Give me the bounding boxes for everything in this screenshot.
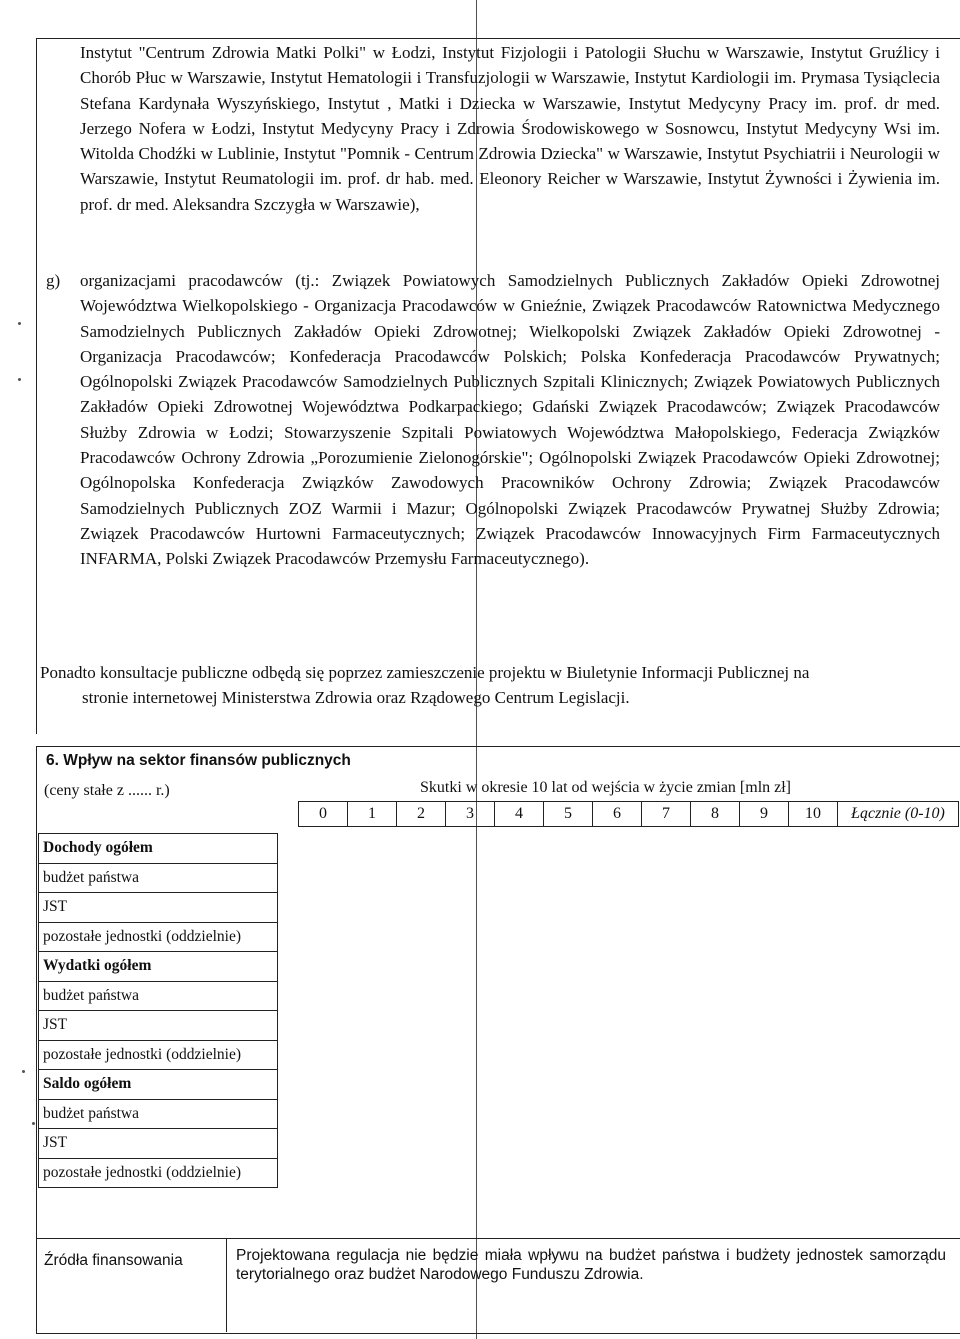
row-label: JST <box>39 893 278 923</box>
row-label: JST <box>39 1129 278 1159</box>
row-label: pozostałe jednostki (oddzielnie) <box>39 1158 278 1188</box>
year-cell: 10 <box>789 802 838 827</box>
consultations-line-2: stronie internetowej Ministerstwa Zdrowia oraz Rządowego Centrum Legislacji. <box>82 688 630 708</box>
row-label: pozostałe jednostki (oddzielnie) <box>39 922 278 952</box>
row-label: Dochody ogółem <box>39 834 278 864</box>
years-row <box>299 802 959 827</box>
table-row <box>39 922 278 952</box>
table-row <box>39 981 278 1011</box>
table-row <box>39 1070 278 1100</box>
row-label: JST <box>39 1011 278 1041</box>
row-label: pozostałe jednostki (oddzielnie) <box>39 1040 278 1070</box>
year-cell: 5 <box>544 802 593 827</box>
year-cell: 2 <box>397 802 446 827</box>
margin-dot <box>18 378 21 381</box>
year-cell: 8 <box>691 802 740 827</box>
year-cell: 1 <box>348 802 397 827</box>
effects-header: Skutki w okresie 10 lat od wejścia w życie zmian [mln zł] <box>420 779 792 796</box>
constant-prices-label: (ceny stałe z ...... r.) <box>44 782 170 799</box>
year-cell: 0 <box>299 802 348 827</box>
row-label: budżet państwa <box>39 863 278 893</box>
finance-rows-body <box>39 834 278 1188</box>
row-label: Wydatki ogółem <box>39 952 278 982</box>
year-cell: 9 <box>740 802 789 827</box>
finance-rows-table <box>38 833 278 1188</box>
sources-divider <box>226 1238 227 1332</box>
margin-dot <box>32 1122 35 1125</box>
margin-dot <box>22 1070 25 1073</box>
table-row <box>39 1129 278 1159</box>
row-label: budżet państwa <box>39 1099 278 1129</box>
margin-dot <box>18 322 21 325</box>
year-cell: 6 <box>593 802 642 827</box>
table-row <box>39 1040 278 1070</box>
year-cell: 7 <box>642 802 691 827</box>
table-row <box>39 952 278 982</box>
table-row <box>39 1011 278 1041</box>
total-cell: Łącznie (0-10) <box>838 802 959 827</box>
section-6-title: 6. Wpływ na sektor finansów publicznych <box>46 752 351 769</box>
employers-organizations-paragraph: organizacjami pracodawców (tj.: Związek Powiatowych Samodzielnych Publicznych Zakładów Opieki Zdrowotnej Województwa Wielkopolskiego - Organizacja Pracodawców w Gnieźnie, Związek Pracodawców Ratownictwa Medycznego Samodzielnych Publicznych Zakładów Opieki Zdrowotnej; Wielkopolski Związek Zakładów Opieki Zdrowotnej - Organizacja Pracodawców; Konfederacja Pracodawców Polskich; Polska Konfederacja Pracodawców Prywatnych; Ogólnopolski Związek Pracodawców Samodzielnych Publicznych Szpitali Klinicznych; Związek Powiatowych Publicznych Zakładów Opieki Zdrowotnej Województwa Podkarpackiego; Gdański Związek Pracodawców; Związek Pracodawców Służby Zdrowia w Łodzi; Stowarzyszenie Szpitali Powiatowych Województwa Małopolskiego, Federacja Związków Pracodawców Ochrony Zdrowia „Porozumienie Zielonogórskie"; Ogólnopolski Związek Pracodawców Opieki Zdrowotnej; Ogólnopolska Konfederacja Związków Zawodowych Pracowników Ochrony Zdrowia; Związek Pracodawców Samodzielnych Publicznych ZOZ Warmii i Mazur; Ogólnopolski Związek Pracodawców Prywatnej Służby Zdrowia; Związek Pracodawców Hurtowni Farmaceutycznych; Związek Pracodawców Innowacyjnych Firm Farmaceutycznych INFARMA, Polski Związek Pracodawców Przemysłu Farmaceutycznego). <box>80 271 940 569</box>
list-marker-g: g) <box>46 271 61 290</box>
years-header-table <box>298 801 959 827</box>
year-cell: 3 <box>446 802 495 827</box>
table-row <box>39 1099 278 1129</box>
sources-label: Źródła finansowania <box>44 1252 183 1269</box>
table-row <box>39 834 278 864</box>
table-row <box>39 1158 278 1188</box>
table-row <box>39 863 278 893</box>
sources-text: Projektowana regulacja nie będzie miała wpływu na budżet państwa i budżety jednostek samorządu terytorialnego oraz budżet Narodowego Funduszu Zdrowia. <box>236 1247 946 1283</box>
row-label: budżet państwa <box>39 981 278 1011</box>
public-consultations-paragraph <box>40 660 942 711</box>
row-label: Saldo ogółem <box>39 1070 278 1100</box>
consultations-line-1: Ponadto konsultacje publiczne odbędą się poprzez zamieszczenie projektu w Biuletynie Informacji Publicznej na <box>40 663 810 682</box>
institutes-paragraph: Instytut "Centrum Zdrowia Matki Polki" w Łodzi, Instytut Fizjologii i Patologii Słuchu w Warszawie, Instytut Gruźlicy i Chorób Płuc w Warszawie, Instytut Hematologii i Transfuzjologii w Warszawie, Instytut Kardiologii im. Prymasa Tysiąclecia Stefana Kardynała Wyszyńskiego, Instytut , Matki i Dziecka w Warszawie, Instytut Medycyny Pracy im. prof. dr med. Jerzego Nofera w Łodzi, Instytut Medycyny Pracy i Zdrowia Środowiskowego w Sosnowcu, Instytut Medycyny Wsi im. Witolda Chodźki w Lublinie, Instytut "Pomnik - Centrum Zdrowia Dziecka" w Warszawie, Instytut Psychiatrii i Neurologii w Warszawie, Instytut Reumatologii im. prof. dr hab. med. Eleonory Reicher w Warszawie, Instytut Żywności i Żywienia im. prof. dr med. Aleksandra Szczygła w Warszawie), <box>80 43 940 214</box>
year-cell: 4 <box>495 802 544 827</box>
table-row <box>39 893 278 923</box>
